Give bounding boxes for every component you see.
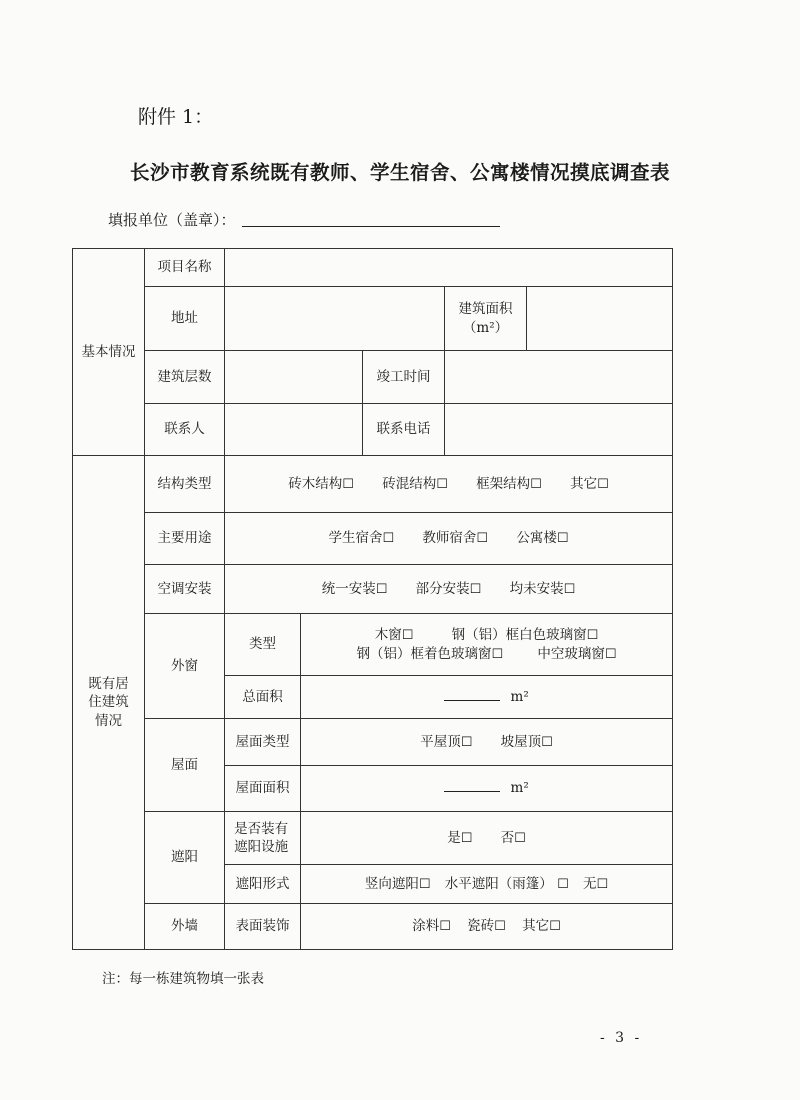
checkbox-icon[interactable]: ☐ bbox=[491, 646, 504, 662]
main-usage-options bbox=[225, 513, 673, 565]
checkbox-icon[interactable]: ☐ bbox=[549, 919, 561, 935]
option-frame[interactable]: 框架结构☐ bbox=[476, 475, 542, 492]
option-wood-window[interactable]: 木窗☐ bbox=[374, 626, 414, 643]
option-partial-install[interactable]: 部分安装☐ bbox=[415, 580, 482, 597]
shade-installed-label: 是否装有遮阳设施 bbox=[225, 812, 301, 865]
option-vertical-shade[interactable]: 竖向遮阳☐ bbox=[364, 875, 431, 892]
survey-table bbox=[72, 248, 673, 950]
page-number: - 3 - bbox=[600, 1030, 643, 1046]
project-name-field[interactable] bbox=[225, 249, 673, 287]
shade-form-label: 遮阳形式 bbox=[225, 865, 301, 904]
checkbox-icon[interactable]: ☐ bbox=[494, 919, 506, 935]
window-area-cell bbox=[301, 676, 673, 719]
checkbox-icon[interactable]: ☐ bbox=[460, 734, 473, 750]
building-area-label-line1: 建筑面积 bbox=[458, 301, 513, 318]
roof-type-options bbox=[301, 719, 673, 766]
option-paint[interactable]: 涂料☐ bbox=[412, 918, 451, 935]
checkbox-icon[interactable]: ☐ bbox=[541, 734, 553, 750]
checkbox-icon[interactable]: ☐ bbox=[597, 476, 609, 492]
page-title: 长沙市教育系统既有教师、学生宿舍、公寓楼情况摸底调查表 bbox=[129, 161, 670, 184]
roof-area-cell bbox=[301, 766, 673, 812]
window-type-options bbox=[301, 614, 673, 676]
option-white-glass[interactable]: 钢（铝）框白色玻璃窗☐ bbox=[451, 626, 599, 643]
checkbox-icon[interactable]: ☐ bbox=[604, 646, 617, 662]
completion-time-label: 竣工时间 bbox=[363, 351, 445, 404]
contact-person-field[interactable] bbox=[225, 404, 363, 456]
option-no-shade[interactable]: 无☐ bbox=[583, 875, 609, 892]
attachment-label: 附件 1： bbox=[138, 106, 214, 128]
checkbox-icon[interactable]: ☐ bbox=[586, 627, 599, 643]
surface-finish-label: 表面装饰 bbox=[225, 904, 301, 950]
option-teacher-dorm[interactable]: 教师宿舍☐ bbox=[422, 530, 489, 547]
window-area-field[interactable] bbox=[444, 688, 500, 701]
completion-time-field[interactable] bbox=[445, 351, 673, 404]
window-type-label: 类型 bbox=[225, 614, 301, 676]
checkbox-icon[interactable]: ☐ bbox=[375, 581, 388, 597]
footnote: 注：每一栋建筑物填一张表 bbox=[102, 971, 264, 987]
option-no[interactable]: 否☐ bbox=[500, 829, 526, 846]
shade-group-label: 遮阳 bbox=[145, 812, 225, 904]
surface-finish-options bbox=[301, 904, 673, 950]
checkbox-icon[interactable]: ☐ bbox=[342, 476, 354, 492]
option-flat-roof[interactable]: 平屋顶☐ bbox=[420, 733, 473, 750]
address-field[interactable] bbox=[225, 287, 445, 351]
main-usage-label: 主要用途 bbox=[145, 513, 225, 565]
option-insulated-glass[interactable]: 中空玻璃窗☐ bbox=[537, 645, 617, 662]
wall-group-label: 外墙 bbox=[145, 904, 225, 950]
checkbox-icon[interactable]: ☐ bbox=[469, 581, 482, 597]
building-area-label-line2: （m²） bbox=[462, 319, 509, 336]
option-yes[interactable]: 是☐ bbox=[447, 829, 473, 846]
checkbox-icon[interactable]: ☐ bbox=[556, 531, 569, 547]
window-group-label: 外窗 bbox=[145, 614, 225, 719]
checkbox-icon[interactable]: ☐ bbox=[436, 476, 448, 492]
option-other-finish[interactable]: 其它☐ bbox=[522, 918, 561, 935]
reporting-unit-label: 填报单位（盖章）： bbox=[108, 211, 236, 229]
checkbox-icon[interactable]: ☐ bbox=[401, 627, 414, 643]
section-existing-building: 既有居住建筑情况 bbox=[73, 456, 145, 950]
option-pitched-roof[interactable]: 坡屋顶☐ bbox=[500, 733, 553, 750]
window-area-unit: m² bbox=[510, 688, 529, 705]
checkbox-icon[interactable]: ☐ bbox=[460, 830, 473, 846]
roof-area-unit: m² bbox=[510, 780, 529, 797]
contact-phone-label: 联系电话 bbox=[363, 404, 445, 456]
checkbox-icon[interactable]: ☐ bbox=[476, 531, 489, 547]
option-brick-wood[interactable]: 砖木结构☐ bbox=[288, 475, 354, 492]
roof-group-label: 屋面 bbox=[145, 719, 225, 812]
option-apartment[interactable]: 公寓楼☐ bbox=[516, 530, 569, 547]
checkbox-icon[interactable]: ☐ bbox=[563, 581, 576, 597]
option-horizontal-shade[interactable]: 水平遮阳（雨篷） ☐ bbox=[444, 875, 569, 892]
shade-form-options bbox=[301, 865, 673, 904]
floors-field[interactable] bbox=[225, 351, 363, 404]
contact-phone-field[interactable] bbox=[445, 404, 673, 456]
checkbox-icon[interactable]: ☐ bbox=[530, 476, 542, 492]
ac-install-label: 空调安装 bbox=[145, 565, 225, 614]
checkbox-icon[interactable]: ☐ bbox=[514, 830, 526, 846]
option-student-dorm[interactable]: 学生宿舍☐ bbox=[328, 530, 395, 547]
checkbox-icon[interactable]: ☐ bbox=[557, 876, 569, 892]
checkbox-icon[interactable]: ☐ bbox=[596, 876, 609, 892]
project-name-label: 项目名称 bbox=[145, 249, 225, 287]
roof-area-label: 屋面面积 bbox=[225, 766, 301, 812]
window-area-label: 总面积 bbox=[225, 676, 301, 719]
address-label: 地址 bbox=[145, 287, 225, 351]
building-area-field[interactable] bbox=[527, 287, 673, 351]
checkbox-icon[interactable]: ☐ bbox=[418, 876, 431, 892]
section-basic-info: 基本情况 bbox=[73, 249, 145, 456]
structure-type-label: 结构类型 bbox=[145, 456, 225, 513]
contact-person-label: 联系人 bbox=[145, 404, 225, 456]
option-unified-install[interactable]: 统一安装☐ bbox=[321, 580, 388, 597]
reporting-unit-field[interactable] bbox=[242, 226, 500, 227]
ac-install-options bbox=[225, 565, 673, 614]
option-tile[interactable]: 瓷砖☐ bbox=[467, 918, 506, 935]
checkbox-icon[interactable]: ☐ bbox=[382, 531, 395, 547]
roof-area-field[interactable] bbox=[444, 779, 500, 792]
roof-type-label: 屋面类型 bbox=[225, 719, 301, 766]
option-tinted-glass[interactable]: 钢（铝）框着色玻璃窗☐ bbox=[356, 645, 504, 662]
option-none-installed[interactable]: 均未安装☐ bbox=[509, 580, 576, 597]
option-brick-concrete[interactable]: 砖混结构☐ bbox=[382, 475, 448, 492]
structure-type-options bbox=[225, 456, 673, 513]
option-other[interactable]: 其它☐ bbox=[570, 475, 609, 492]
floors-label: 建筑层数 bbox=[145, 351, 225, 404]
checkbox-icon[interactable]: ☐ bbox=[439, 919, 451, 935]
shade-installed-options bbox=[301, 812, 673, 865]
building-area-label bbox=[445, 287, 527, 351]
